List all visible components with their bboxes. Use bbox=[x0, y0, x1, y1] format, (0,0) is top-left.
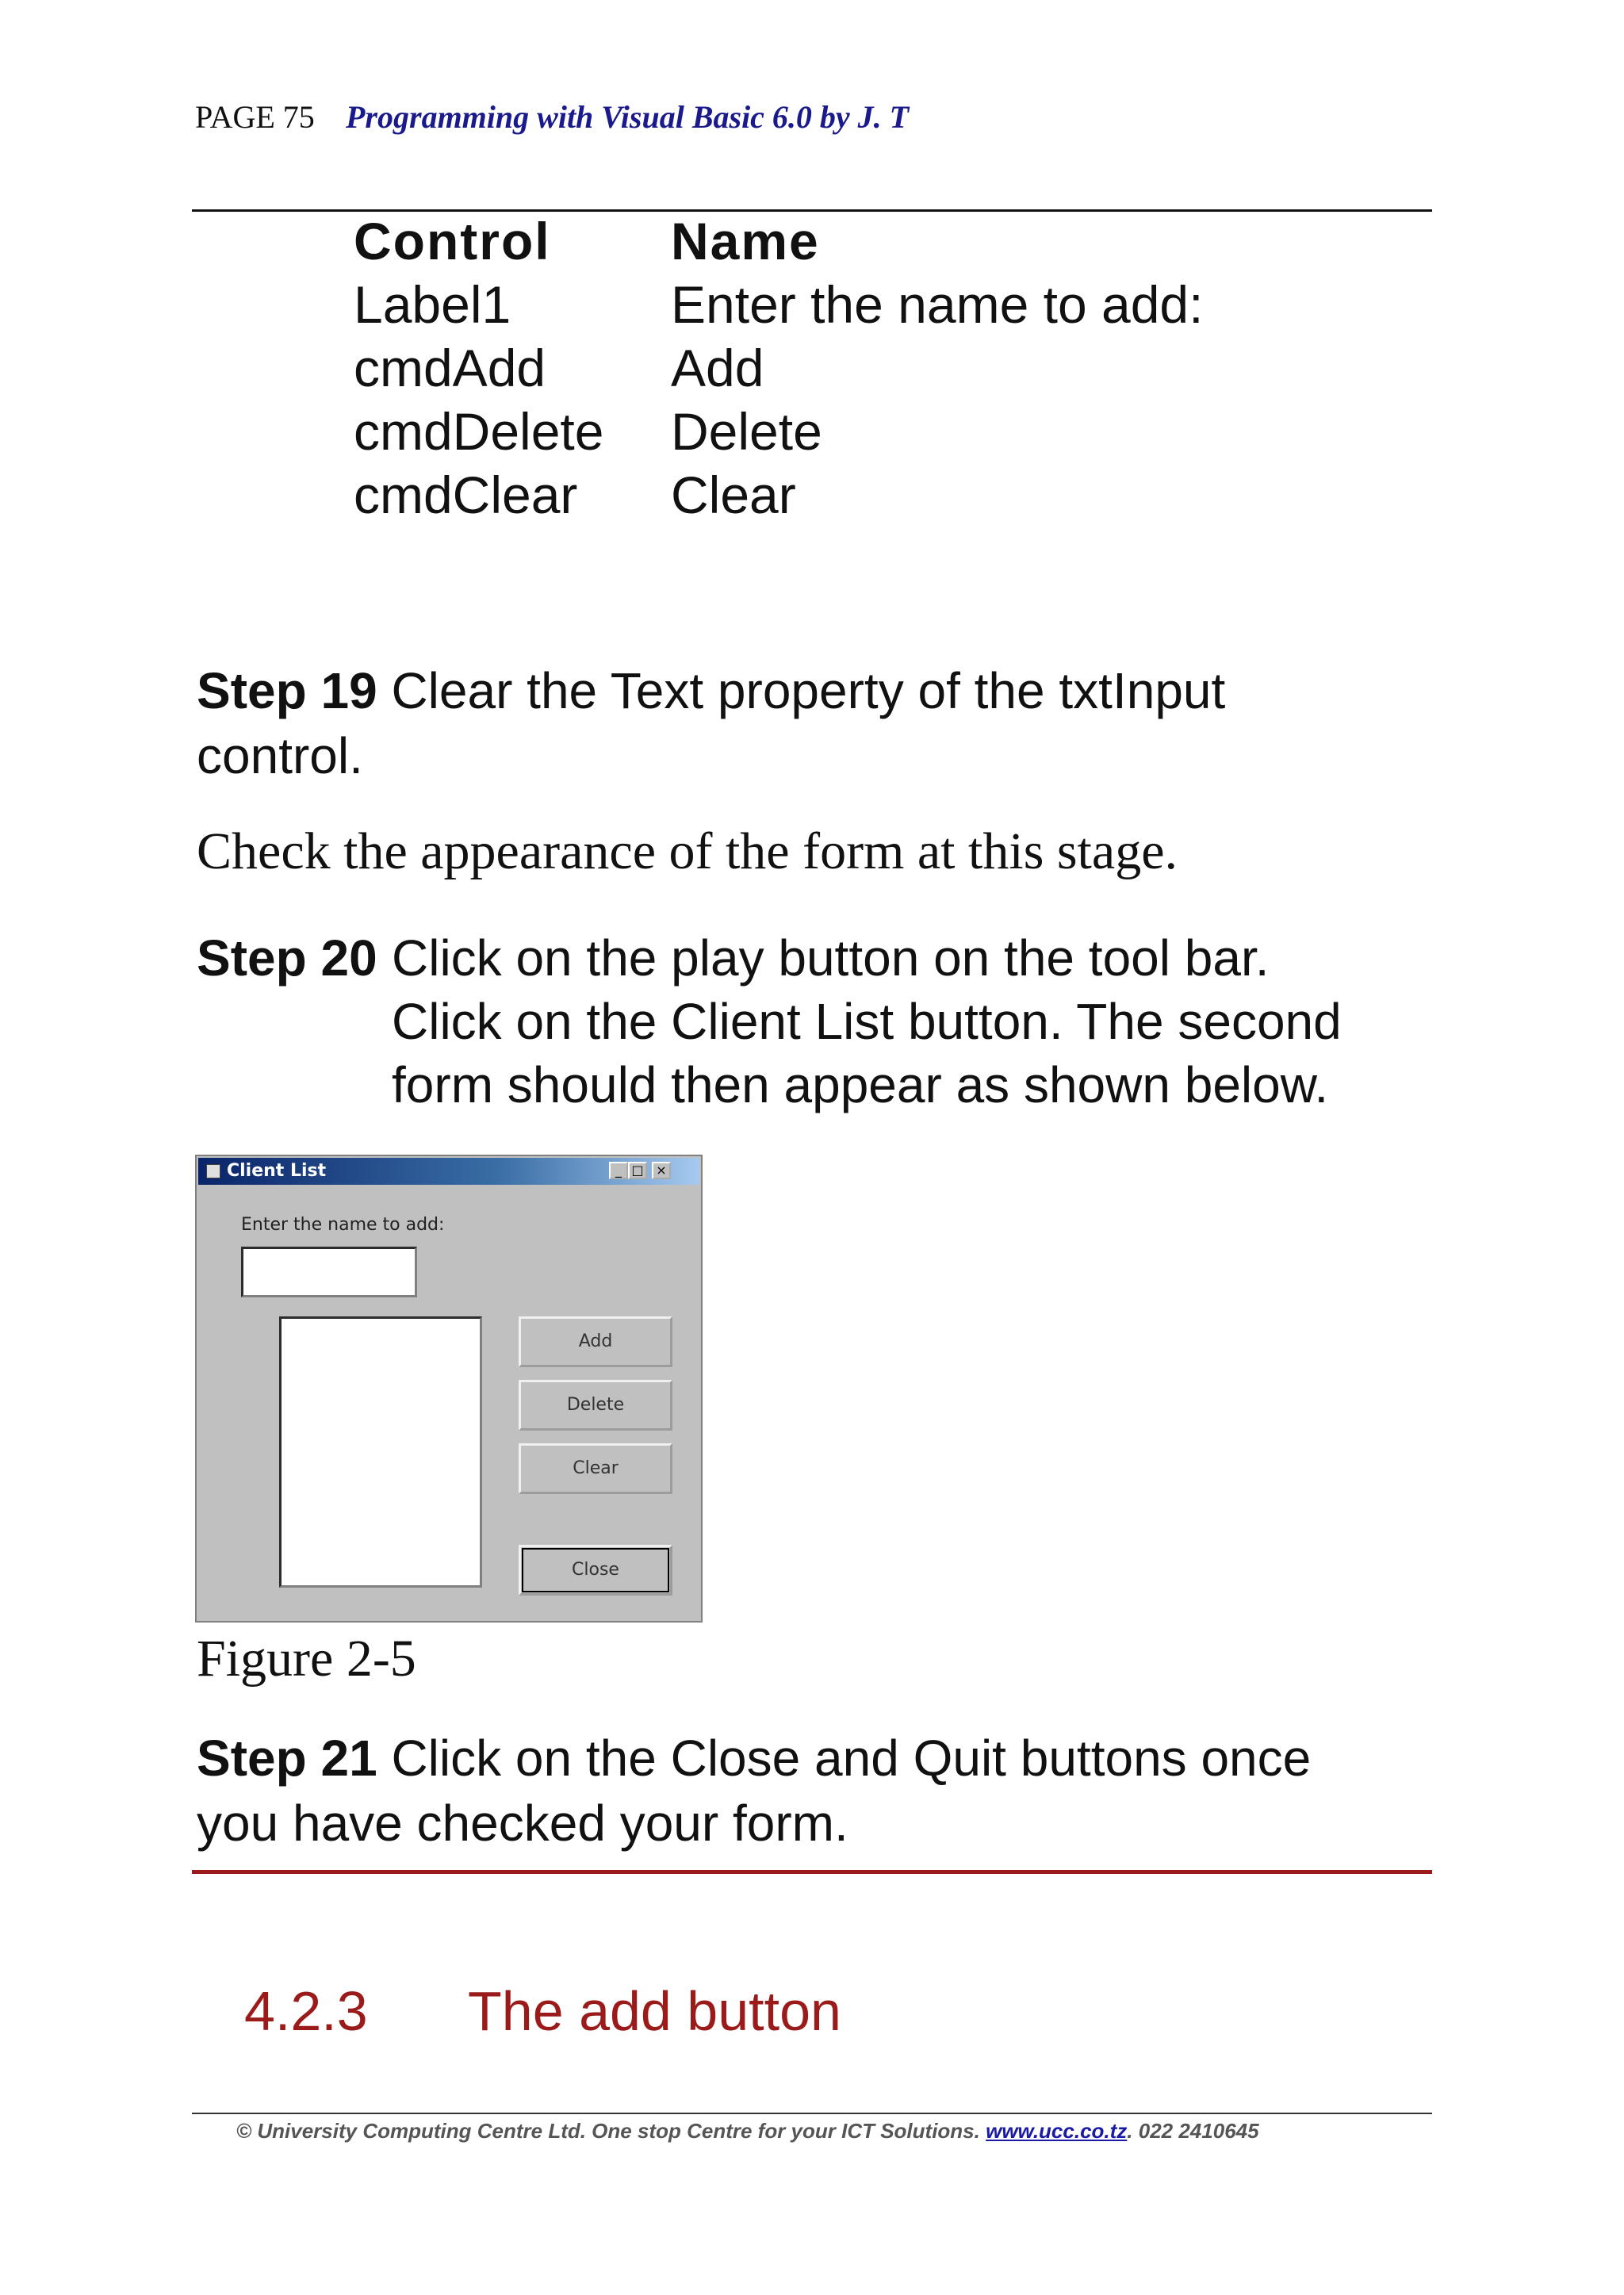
name-input[interactable] bbox=[241, 1247, 417, 1297]
table-row bbox=[354, 273, 1203, 336]
control-name-table bbox=[354, 209, 1203, 527]
step19-line2: control. bbox=[197, 727, 363, 784]
name-cell: Enter the name to add: bbox=[671, 275, 1204, 334]
name-cell: Clear bbox=[671, 466, 796, 524]
table-row bbox=[354, 400, 1203, 463]
form-app-icon bbox=[206, 1164, 220, 1178]
form-title: Client List bbox=[227, 1161, 327, 1181]
step20-label: Step 20 bbox=[197, 929, 377, 987]
control-cell: Label1 bbox=[354, 275, 511, 334]
step20-line3: form should then appear as shown below. bbox=[392, 1056, 1329, 1113]
step21-line1 bbox=[197, 1726, 1311, 1791]
step19-text: Clear the Text property of the txtInput bbox=[391, 662, 1226, 719]
page-number: PAGE 75 bbox=[195, 99, 315, 135]
control-cell: cmdAdd bbox=[354, 339, 546, 397]
footer-text: © University Computing Centre Ltd. One stop Centre for your ICT Solutions. bbox=[236, 2119, 980, 2143]
section-number: 4.2.3 bbox=[244, 1980, 368, 2042]
name-cell: Delete bbox=[671, 402, 822, 461]
header-name: Name bbox=[671, 212, 820, 270]
enter-name-label: Enter the name to add: bbox=[241, 1215, 445, 1235]
close-icon[interactable]: × bbox=[652, 1162, 671, 1179]
footer-phone: . 022 2410645 bbox=[1127, 2119, 1259, 2143]
section-title: The add button bbox=[468, 1980, 841, 2042]
step21-text: Click on the Close and Quit buttons once bbox=[391, 1730, 1312, 1787]
step19-line1 bbox=[197, 658, 1225, 723]
table-row bbox=[354, 336, 1203, 400]
step21-line2: you have checked your form. bbox=[197, 1795, 848, 1852]
header-control: Control bbox=[354, 212, 551, 270]
delete-button[interactable]: Delete bbox=[519, 1380, 672, 1431]
client-listbox[interactable] bbox=[279, 1316, 482, 1588]
footer-divider bbox=[192, 2113, 1432, 2114]
footer-link[interactable]: www.ucc.co.tz bbox=[986, 2119, 1128, 2143]
control-cell: cmdClear bbox=[354, 466, 578, 524]
name-cell: Add bbox=[671, 339, 764, 397]
add-button[interactable]: Add bbox=[519, 1316, 672, 1367]
table-header-row bbox=[354, 209, 1203, 273]
close-button[interactable]: Close bbox=[519, 1545, 672, 1596]
step20-line1: Click on the play button on the tool bar. bbox=[392, 929, 1270, 987]
control-cell: cmdDelete bbox=[354, 402, 604, 461]
step20-line2: Click on the Client List button. The second bbox=[392, 993, 1342, 1050]
client-list-form bbox=[195, 1155, 703, 1623]
step21-label: Step 21 bbox=[197, 1730, 377, 1787]
footer bbox=[236, 2119, 1259, 2144]
minimize-icon[interactable]: _ bbox=[609, 1162, 628, 1179]
step20-block bbox=[197, 926, 1342, 1113]
table-row bbox=[354, 463, 1203, 527]
form-title-bar bbox=[198, 1158, 699, 1185]
section-divider bbox=[192, 1870, 1432, 1874]
figure-caption: Figure 2-5 bbox=[197, 1630, 416, 1688]
maximize-icon[interactable]: □ bbox=[628, 1162, 647, 1179]
check-appearance-text: Check the appearance of the form at this stage. bbox=[197, 822, 1178, 880]
clear-button[interactable]: Clear bbox=[519, 1443, 672, 1494]
step19-label: Step 19 bbox=[197, 662, 377, 719]
book-title: Programming with Visual Basic 6.0 by J. T bbox=[346, 99, 910, 135]
